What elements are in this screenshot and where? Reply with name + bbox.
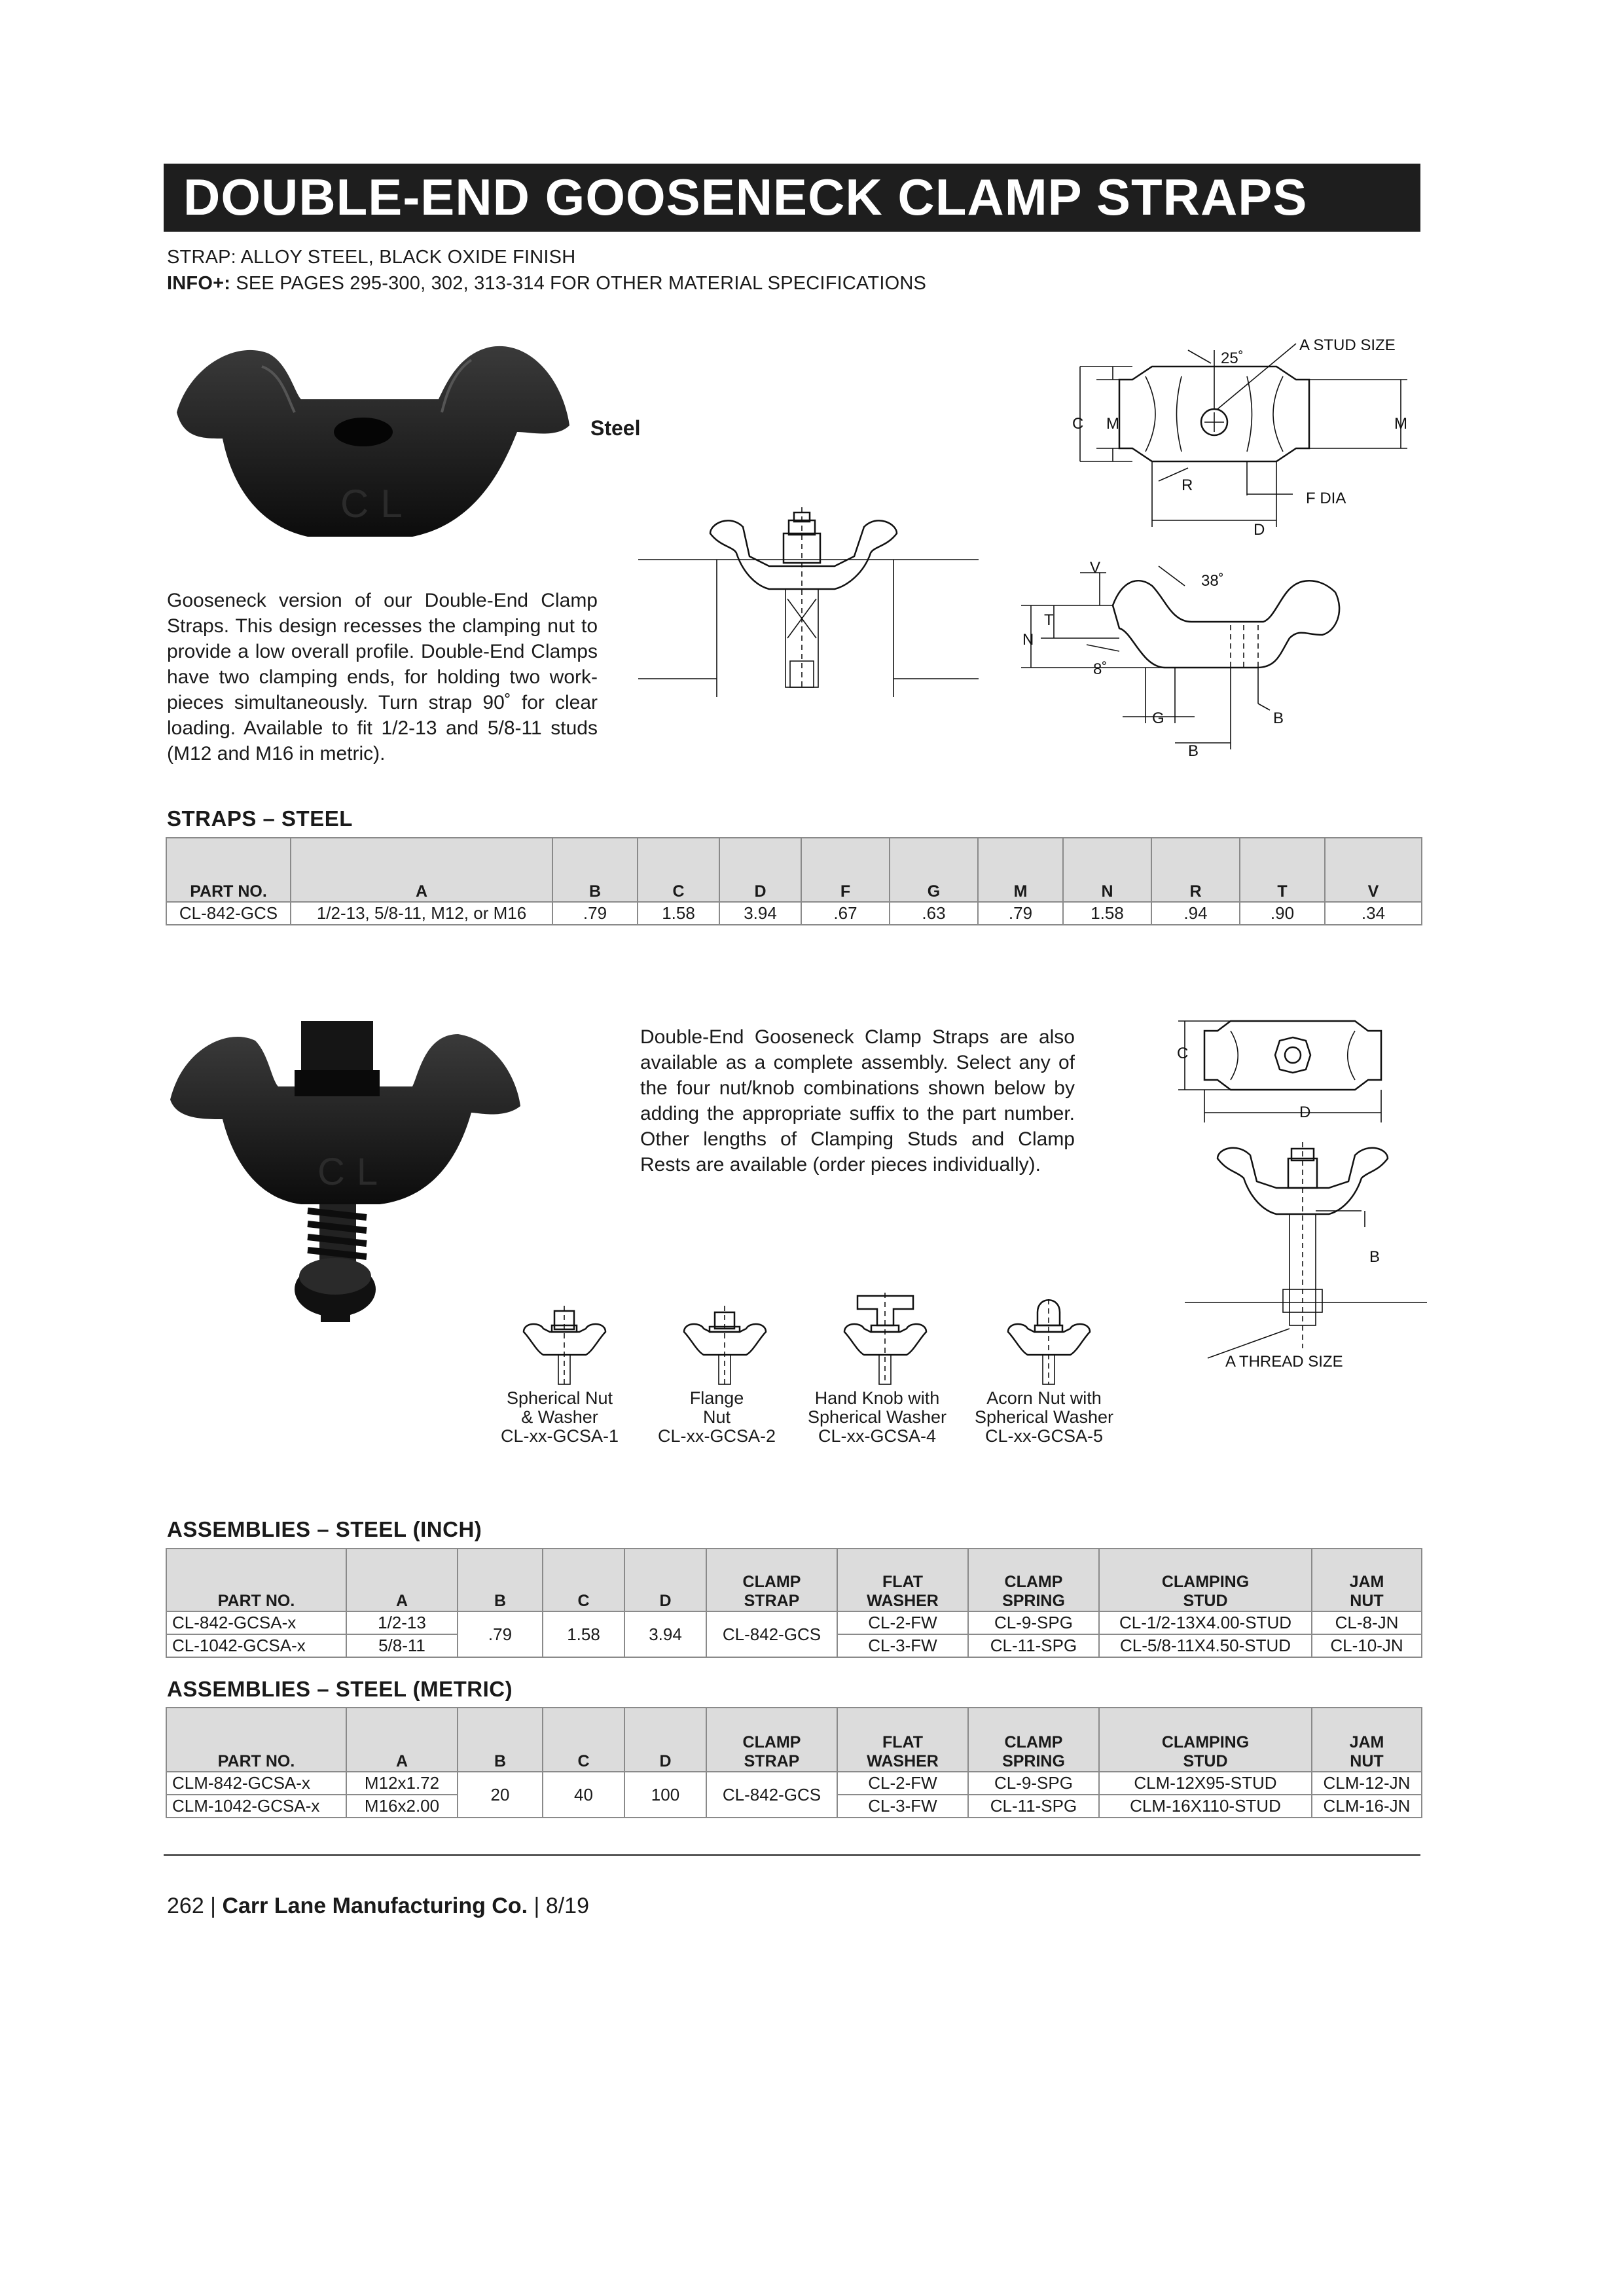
svg-text:CL: CL	[340, 482, 414, 526]
table-cell: M12x1.72	[346, 1772, 458, 1795]
table-cell: CL-2-FW	[837, 1611, 968, 1634]
table-cell: CL-842-GCS	[706, 1611, 837, 1657]
assembly-inch-heading: ASSEMBLIES – STEEL (INCH)	[167, 1517, 482, 1541]
nut-option-4-line2: Spherical Washer	[974, 1407, 1114, 1427]
table-cell: CL-1042-GCSA-x	[166, 1634, 346, 1657]
metric-header-b: B	[458, 1708, 543, 1772]
flange-nut-icon	[684, 1306, 766, 1384]
table-cell: 1/2-13	[346, 1611, 458, 1634]
table-cell: CLM-16X110-STUD	[1099, 1795, 1312, 1818]
metric-header-strap: CLAMP STRAP	[706, 1708, 837, 1772]
dim-angle-8: 8˚	[1093, 660, 1108, 678]
metric-header-a: A	[346, 1708, 458, 1772]
metric-header-stud: CLAMPING STUD	[1099, 1708, 1312, 1772]
table-cell: CL-842-GCSA-x	[166, 1611, 346, 1634]
info-spec	[167, 273, 926, 295]
assembly-metric-heading: ASSEMBLIES – STEEL (METRIC)	[167, 1677, 513, 1701]
metric-header-washer: FLAT WASHER	[837, 1708, 968, 1772]
info-text: SEE PAGES 295-300, 302, 313-314 FOR OTHER MATERIAL SPECIFICATIONS	[230, 273, 927, 294]
table-cell: M16x2.00	[346, 1795, 458, 1818]
table-cell: CL-3-FW	[837, 1634, 968, 1657]
dim-angle-38: 38˚	[1201, 572, 1224, 590]
straps-header-n: N	[1063, 838, 1151, 902]
table-cell: CL-9-SPG	[968, 1772, 1099, 1795]
material-spec-text: STRAP: ALLOY STEEL, BLACK OXIDE FINISH	[167, 247, 576, 268]
assembly-dim-d: D	[1299, 1103, 1311, 1121]
table-cell: .67	[801, 902, 890, 925]
table-cell: CL-9-SPG	[968, 1611, 1099, 1634]
nut-option-2-part: CL-xx-GCSA-2	[657, 1426, 776, 1446]
mounted-strap-drawing	[638, 494, 979, 697]
straps-header-t: T	[1240, 838, 1325, 902]
spherical-nut-icon	[524, 1306, 605, 1384]
straps-header-a: A	[291, 838, 552, 902]
strap-photo	[164, 327, 583, 550]
description-2: Double-End Gooseneck Clamp Straps are also available as a complete assembly. Select any of the four nut/knob combinations shown below by adding the appropriate suffix to the part number. Other lengths of Clamping Studs and Clamp Rests are available (order pieces individually).	[640, 1026, 1075, 1175]
dim-v: V	[1090, 559, 1101, 577]
material-spec	[167, 247, 575, 268]
straps-header-f: F	[801, 838, 890, 902]
table-cell: CL-8-JN	[1312, 1611, 1422, 1634]
table-cell: .79	[458, 1611, 543, 1657]
nut-option-3-line1: Hand Knob with	[814, 1388, 940, 1408]
straps-header-g: G	[890, 838, 978, 902]
inch-header-stud: CLAMPING STUD	[1099, 1549, 1312, 1611]
metric-header-nut: JAM NUT	[1312, 1708, 1422, 1772]
table-cell: CL-5/8-11X4.50-STUD	[1099, 1634, 1312, 1657]
table-cell: CL-842-GCS	[166, 902, 291, 925]
photo1-label: Steel	[590, 416, 641, 440]
nut-option-4-part: CL-xx-GCSA-5	[984, 1426, 1104, 1446]
table-cell: CLM-842-GCSA-x	[166, 1772, 346, 1795]
metric-header-c: C	[543, 1708, 624, 1772]
nut-option-2	[635, 1389, 799, 1446]
table-cell: 3.94	[624, 1611, 706, 1657]
nut-option-1	[478, 1389, 641, 1446]
footer-separator: |	[204, 1893, 223, 1918]
inch-header-nut: JAM NUT	[1312, 1549, 1422, 1611]
inch-header-c: C	[543, 1549, 624, 1611]
table-cell: .94	[1151, 902, 1240, 925]
table-cell: .90	[1240, 902, 1325, 925]
straps-header-v: V	[1325, 838, 1422, 902]
straps-header-d: D	[719, 838, 801, 902]
acorn-nut-icon	[1008, 1299, 1090, 1384]
table-cell: 1/2-13, 5/8-11, M12, or M16	[291, 902, 552, 925]
top-view-drawing	[1060, 331, 1427, 540]
dim-t: T	[1044, 611, 1054, 629]
table-cell: 5/8-11	[346, 1634, 458, 1657]
straps-table	[166, 837, 1422, 925]
nut-option-1-line2: & Washer	[521, 1407, 598, 1427]
table-cell: .63	[890, 902, 978, 925]
straps-heading: STRAPS – STEEL	[167, 806, 353, 831]
inch-header-b: B	[458, 1549, 543, 1611]
inch-header-part: PART NO.	[166, 1549, 346, 1611]
dim-m-right: M	[1394, 415, 1407, 433]
table-cell: CLM-16-JN	[1312, 1795, 1422, 1818]
nut-option-1-line1: Spherical Nut	[506, 1388, 613, 1408]
footer-date: 8/19	[545, 1893, 589, 1918]
dim-n: N	[1022, 631, 1034, 649]
footer	[167, 1893, 589, 1919]
inch-header-strap: CLAMP STRAP	[706, 1549, 837, 1611]
dim-b-right: B	[1273, 709, 1284, 727]
straps-header-m: M	[978, 838, 1063, 902]
table-cell: CLM-12-JN	[1312, 1772, 1422, 1795]
nut-option-1-part: CL-xx-GCSA-1	[500, 1426, 619, 1446]
table-cell: CLM-1042-GCSA-x	[166, 1795, 346, 1818]
description-1: Gooseneck version of our Double-End Clamp Straps. This design recesses the clamping nut to provide a low overall profile. Double-End Clamps have two clamping ends, for holding two work-pieces simultaneously. Turn strap 90˚ for clear loading. Available to fit 1/2-13 and 5/8-11 studs (M12 and M16 in metric).	[167, 590, 598, 764]
table-cell: 100	[624, 1772, 706, 1818]
info-label: INFO+:	[167, 273, 231, 294]
table-cell: 40	[543, 1772, 624, 1818]
metric-header-spring: CLAMP SPRING	[968, 1708, 1099, 1772]
table-cell: CL-11-SPG	[968, 1634, 1099, 1657]
dim-c: C	[1072, 415, 1084, 433]
nut-option-3-part: CL-xx-GCSA-4	[818, 1426, 937, 1446]
assembly-inch-table	[166, 1548, 1422, 1658]
table-cell: CL-11-SPG	[968, 1795, 1099, 1818]
table-cell: 3.94	[719, 902, 801, 925]
straps-header-part: PART NO.	[166, 838, 291, 902]
table-cell: CL-3-FW	[837, 1795, 968, 1818]
metric-header-part: PART NO.	[166, 1708, 346, 1772]
table-cell: CL-2-FW	[837, 1772, 968, 1795]
table-cell: 20	[458, 1772, 543, 1818]
assembly-photo	[164, 1008, 530, 1335]
assembly-dim-thread: A THREAD SIZE	[1225, 1353, 1343, 1371]
dim-angle-25: 25˚	[1221, 350, 1244, 367]
hand-knob-icon	[844, 1293, 926, 1384]
company-name: Carr Lane Manufacturing Co.	[222, 1893, 528, 1918]
nut-option-2-line2: Nut	[702, 1407, 731, 1427]
nut-option-2-line1: Flange	[689, 1388, 744, 1408]
nut-option-4-line1: Acorn Nut with	[986, 1388, 1102, 1408]
table-cell: .79	[978, 902, 1063, 925]
table-cell: 1.58	[543, 1611, 624, 1657]
table-cell: CL-842-GCS	[706, 1772, 837, 1818]
table-cell: 1.58	[1063, 902, 1151, 925]
nut-option-3-line2: Spherical Washer	[807, 1407, 947, 1427]
dim-b-bottom: B	[1188, 742, 1199, 760]
title-bar	[164, 164, 1420, 232]
footer-separator: |	[528, 1893, 546, 1918]
dim-stud-size: A STUD SIZE	[1299, 336, 1396, 354]
assembly-top-drawing	[1165, 1005, 1427, 1122]
dim-r: R	[1182, 476, 1193, 494]
table-cell: CL-1/2-13X4.00-STUD	[1099, 1611, 1312, 1634]
straps-header-r: R	[1151, 838, 1240, 902]
nut-options-drawings	[507, 1293, 1162, 1388]
page-title: DOUBLE-END GOOSENECK CLAMP STRAPS	[183, 168, 1308, 226]
nut-option-4	[962, 1389, 1126, 1446]
metric-header-d: D	[624, 1708, 706, 1772]
inch-header-d: D	[624, 1549, 706, 1611]
table-row	[166, 1611, 1422, 1634]
inch-header-spring: CLAMP SPRING	[968, 1549, 1099, 1611]
assembly-dim-b: B	[1369, 1248, 1380, 1266]
dim-g: G	[1152, 709, 1164, 727]
footer-rule	[164, 1854, 1420, 1856]
nut-option-3	[795, 1389, 959, 1446]
dim-f-dia: F DIA	[1306, 490, 1346, 507]
inch-header-a: A	[346, 1549, 458, 1611]
assembly-dim-c: C	[1177, 1045, 1189, 1062]
table-cell: .79	[552, 902, 638, 925]
assembly-side-drawing	[1185, 1132, 1427, 1374]
page-number: 262	[167, 1893, 204, 1918]
dim-d: D	[1254, 521, 1265, 539]
assembly-metric-table	[166, 1707, 1422, 1818]
table-cell: CL-10-JN	[1312, 1634, 1422, 1657]
side-view-drawing	[1015, 553, 1407, 769]
table-row	[166, 902, 1422, 925]
inch-header-washer: FLAT WASHER	[837, 1549, 968, 1611]
svg-text:CL: CL	[317, 1151, 390, 1193]
table-cell: .34	[1325, 902, 1422, 925]
table-row	[166, 1772, 1422, 1795]
straps-header-c: C	[638, 838, 719, 902]
table-cell: CLM-12X95-STUD	[1099, 1772, 1312, 1795]
dim-m-left: M	[1106, 415, 1119, 433]
table-cell: 1.58	[638, 902, 719, 925]
straps-header-b: B	[552, 838, 638, 902]
